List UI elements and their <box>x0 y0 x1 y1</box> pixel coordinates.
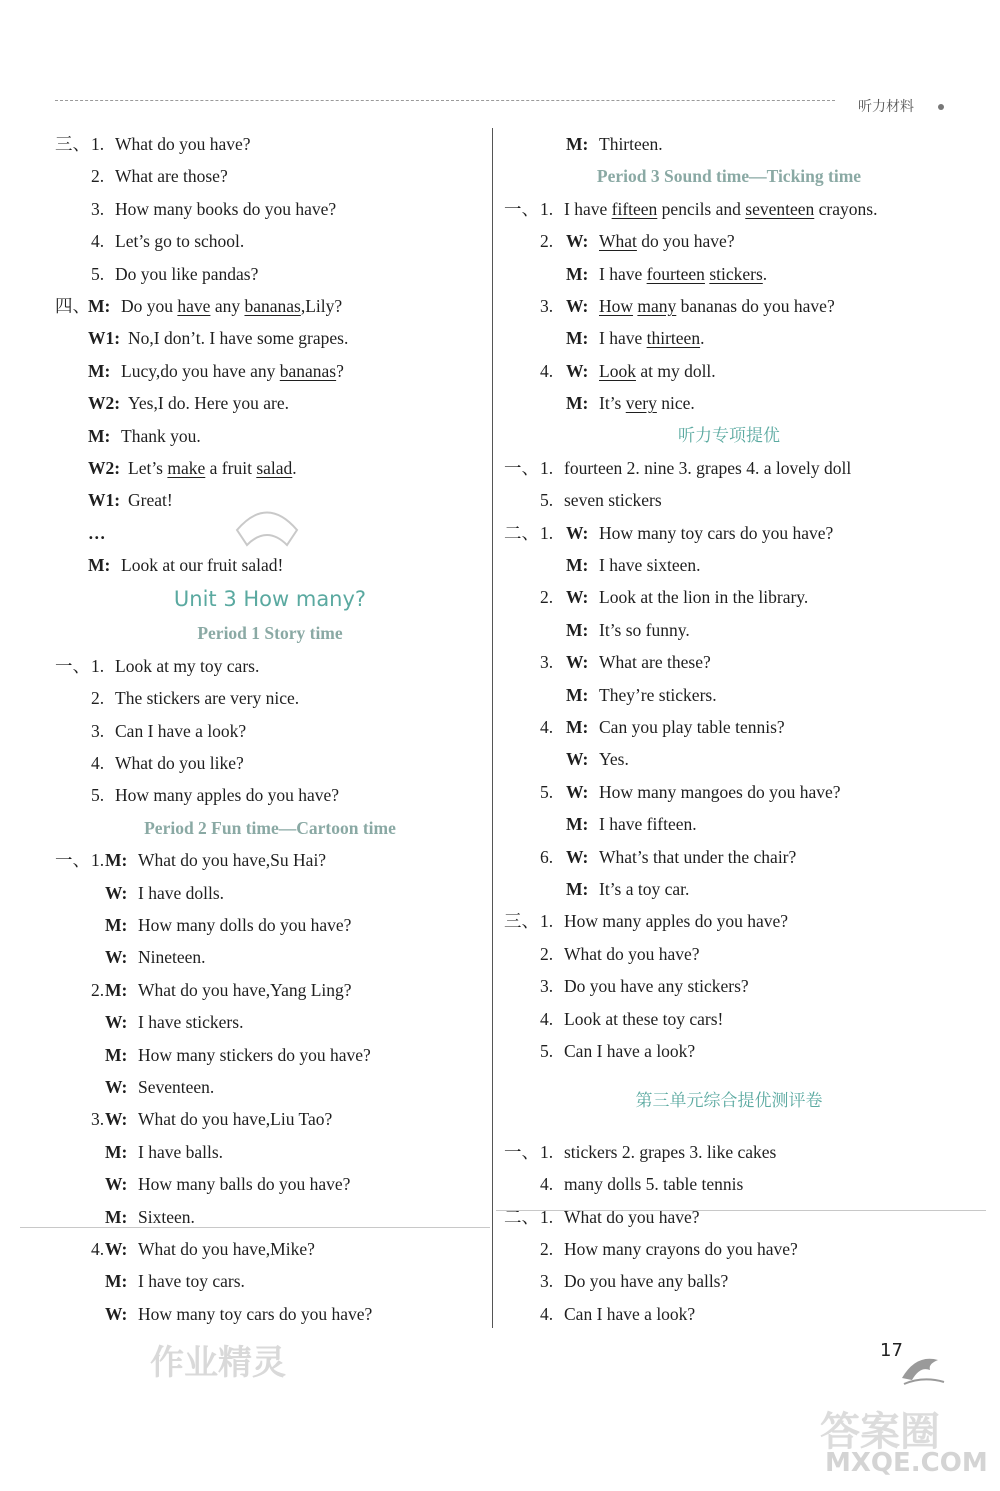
item-number: 4. <box>540 1008 554 1029</box>
speaker: M: <box>566 134 589 154</box>
text-line <box>504 225 954 257</box>
speaker: M: <box>566 393 589 414</box>
text-run: Lucy,do you have any <box>121 360 280 381</box>
item-text: Do you like pandas? <box>115 263 259 284</box>
text-line <box>504 711 954 743</box>
unit-title: Unit 3 How many? <box>173 587 367 612</box>
text-run: Look at our fruit salad! <box>121 555 284 576</box>
period-title: Period 2 Fun time—Cartoon time <box>144 817 396 838</box>
dialogue-text: How many stickers do you have? <box>138 1044 371 1065</box>
text-run: Let’s <box>128 457 168 478</box>
dialogue-text <box>121 355 344 387</box>
speaker: W: <box>566 231 589 252</box>
dialogue-text <box>128 484 173 516</box>
text-run: . <box>292 457 297 478</box>
text-line <box>504 484 954 516</box>
item-number: 3. <box>91 720 105 741</box>
dialogue-text: I have balls. <box>138 1141 224 1162</box>
dialogue-text: I have fifteen. <box>599 814 697 835</box>
text-line <box>504 1298 954 1330</box>
item-number: 1. <box>540 522 554 543</box>
speaker: M: <box>88 425 111 446</box>
dialogue-text: What do you have,Su Hai? <box>138 850 327 871</box>
dialogue-text: Sixteen. <box>138 1206 195 1227</box>
text-line <box>504 938 954 970</box>
item-number: 5. <box>540 781 554 802</box>
text-run: pencils and <box>657 198 746 219</box>
left-column <box>55 128 485 1330</box>
underlined-answer: bananas <box>244 295 301 316</box>
item-text: What do you have? <box>564 1206 700 1227</box>
text-run: Yes,I do. Here you are. <box>128 393 290 414</box>
spacer <box>504 1118 954 1136</box>
speaker: M: <box>566 555 589 576</box>
speaker: W: <box>566 522 589 543</box>
dialogue-text: Can you play table tennis? <box>599 717 785 738</box>
text-run: Do you <box>121 295 178 316</box>
item-text: Can I have a look? <box>564 1040 696 1061</box>
speaker: M: <box>566 717 589 738</box>
dialogue-text: How many mangoes do you have? <box>599 781 841 802</box>
page-number: 17 <box>880 1340 903 1361</box>
text-line <box>504 517 954 549</box>
speaker: W: <box>105 1109 128 1130</box>
text-line <box>55 290 485 322</box>
dialogue-text <box>599 387 695 419</box>
item-number: 4. <box>91 231 105 252</box>
text-line <box>55 650 485 682</box>
section-marker: 三、 <box>55 134 90 154</box>
dialogue-text: How many toy cars do you have? <box>138 1303 373 1324</box>
item-text: How many crayons do you have? <box>564 1238 798 1259</box>
underlined-answer: thirteen <box>646 328 701 349</box>
speaker: M: <box>566 328 589 349</box>
item-number: 4. <box>540 1174 554 1195</box>
text-line <box>55 225 485 257</box>
text-run: I have <box>599 328 647 349</box>
item-number: 5. <box>91 263 105 284</box>
underlined-answer: make <box>167 457 206 478</box>
stamp-watermark-icon <box>232 500 302 555</box>
item-number: 3. <box>91 1109 105 1130</box>
text-line <box>55 877 485 909</box>
text-line <box>55 1201 485 1233</box>
item-text: What are those? <box>115 166 228 187</box>
text-line <box>55 355 485 387</box>
speaker: W: <box>105 1076 128 1097</box>
scan-line-right <box>496 1210 986 1211</box>
underlined-answer: stickers <box>709 263 763 284</box>
item-text: What do you have? <box>115 134 251 154</box>
text-line <box>55 1103 485 1135</box>
item-number: 2. <box>91 166 105 187</box>
text-line <box>504 1136 954 1168</box>
text-line <box>55 128 485 160</box>
speaker: W: <box>105 1012 128 1033</box>
speaker: W: <box>566 295 589 316</box>
item-number: 4. <box>540 360 554 381</box>
header-rule <box>55 100 835 101</box>
text-run: I have <box>599 263 647 284</box>
text-run: . <box>762 263 768 284</box>
speaker: W2: <box>88 457 121 478</box>
underlined-answer: What <box>599 231 637 252</box>
text-run: . <box>700 328 705 349</box>
text-line <box>504 581 954 613</box>
section-marker: 一、 <box>504 1141 539 1162</box>
text-run: ? <box>336 360 344 381</box>
text-line <box>504 1003 954 1035</box>
text-line <box>55 844 485 876</box>
column-divider <box>492 128 493 1328</box>
dialogue-text: Yes. <box>599 749 629 770</box>
dialogue-text <box>599 290 835 322</box>
item-number: 1. <box>540 1206 554 1227</box>
item-text: What do you have? <box>564 943 700 964</box>
section-marker: 二、 <box>504 1206 539 1227</box>
text-run: ,Lily? <box>300 295 343 316</box>
speaker: W: <box>105 947 128 968</box>
underlined-answer: seventeen <box>745 198 815 219</box>
text-line <box>504 355 954 387</box>
dialogue-text: They’re stickers. <box>599 684 717 705</box>
speaker: M: <box>105 1206 128 1227</box>
text-line <box>55 1071 485 1103</box>
text-run: at my doll. <box>635 360 716 381</box>
speaker: W: <box>105 1303 128 1324</box>
text-line <box>504 1201 954 1233</box>
section-marker: 二、 <box>504 522 539 543</box>
item-number: 1. <box>91 134 105 154</box>
dialogue-text: Nineteen. <box>138 947 206 968</box>
text-run: crayons. <box>814 198 878 219</box>
speaker: W1: <box>88 328 121 349</box>
section-marker: 三、 <box>504 911 539 932</box>
item-text: How many books do you have? <box>115 198 337 219</box>
text-run: Thank you. <box>121 425 201 446</box>
text-line <box>504 322 954 354</box>
section-marker: 一、 <box>55 655 90 676</box>
text-line <box>55 715 485 747</box>
item-number: 4. <box>91 753 105 774</box>
text-line <box>504 549 954 581</box>
text-line <box>504 776 954 808</box>
section-marker: 一、 <box>504 198 539 219</box>
text-line <box>55 1298 485 1330</box>
speaker: M: <box>105 1271 128 1292</box>
dialogue-text: I have dolls. <box>138 882 225 903</box>
underlined-answer: have <box>177 295 211 316</box>
corner-watermark-logo: 答案圈 <box>820 1409 940 1455</box>
underlined-answer: salad <box>256 457 293 478</box>
dialogue-text: It’s so funny. <box>599 619 690 640</box>
item-number: 2. <box>91 688 105 709</box>
text-line <box>55 941 485 973</box>
text-run: bananas do you have? <box>676 295 835 316</box>
item-number: 1. <box>540 911 554 932</box>
speaker: W: <box>566 587 589 608</box>
dialogue-text <box>121 420 201 452</box>
item-number: 5. <box>540 1040 554 1061</box>
text-run: nice. <box>656 393 695 414</box>
item-number: 5. <box>540 490 554 511</box>
text-line <box>55 322 485 354</box>
section-marker: 一、 <box>504 457 539 478</box>
dialogue-text: It’s a toy car. <box>599 878 690 899</box>
dialogue-text <box>599 258 767 290</box>
item-number: 4. <box>91 1238 105 1259</box>
dialogue-text: What’s that under the chair? <box>599 846 797 867</box>
text-line <box>504 905 954 937</box>
item-number: 2. <box>540 587 554 608</box>
text-run: I have <box>564 198 612 219</box>
text-line <box>504 1035 954 1067</box>
dialogue-text <box>599 322 704 354</box>
dialogue-text: Seventeen. <box>138 1076 215 1097</box>
item-number: 2. <box>540 1238 554 1259</box>
section-title: 第三单元综合提优测评卷 <box>635 1091 823 1112</box>
dialogue-text <box>128 452 297 484</box>
text-run: Great! <box>128 490 173 511</box>
speaker: M: <box>88 555 111 576</box>
speaker: W: <box>566 652 589 673</box>
text-line <box>55 452 485 484</box>
text-line <box>55 1168 485 1200</box>
item-number: 1. <box>540 198 554 219</box>
item-number: 3. <box>540 652 554 673</box>
text-line <box>504 387 954 419</box>
text-line <box>504 743 954 775</box>
text-run: any <box>210 295 245 316</box>
speaker: W: <box>566 846 589 867</box>
text-line <box>55 160 485 192</box>
text-line <box>55 420 485 452</box>
speaker: W: <box>566 360 589 381</box>
text-line <box>504 1233 954 1265</box>
item-text: many dolls 5. table tennis <box>564 1174 744 1195</box>
dialogue-text: How many balls do you have? <box>138 1174 351 1195</box>
text-line <box>504 452 954 484</box>
spacer <box>504 1067 954 1085</box>
item-number: 1. <box>91 655 105 676</box>
speaker: M: <box>105 850 128 871</box>
speaker: M: <box>105 914 128 935</box>
dialogue-text: I have stickers. <box>138 1012 244 1033</box>
speaker: W: <box>105 1238 128 1259</box>
scan-line-left <box>20 1227 490 1228</box>
dialogue-text: I have sixteen. <box>599 555 701 576</box>
speaker: W2: <box>88 393 121 414</box>
speaker: M: <box>88 295 111 316</box>
right-column <box>504 128 954 1330</box>
speaker: … <box>88 522 106 543</box>
section-title: 听力专项提优 <box>678 425 780 446</box>
underlined-answer: fifteen <box>611 198 658 219</box>
dialogue-text <box>599 225 735 257</box>
item-text: Look at these toy cars! <box>564 1008 724 1029</box>
item-number: 3. <box>540 1271 554 1292</box>
item-number: 1. <box>540 1141 554 1162</box>
dialogue-text <box>121 290 342 322</box>
text-line <box>504 1265 954 1297</box>
item-text: stickers 2. grapes 3. like cakes <box>564 1141 777 1162</box>
text-line <box>55 1233 485 1265</box>
speaker: M: <box>105 1044 128 1065</box>
item-text: The stickers are very nice. <box>115 688 300 709</box>
text-run: a fruit <box>205 457 257 478</box>
underlined-answer: Look <box>599 360 636 381</box>
item-text: Can I have a look? <box>564 1303 696 1324</box>
dialogue-text: What are these? <box>599 652 711 673</box>
item-number: 4. <box>540 1303 554 1324</box>
site-watermark: MXQE.COM <box>825 1448 988 1478</box>
faint-watermark: 作业精灵 <box>150 1343 286 1383</box>
underlined-answer: many <box>637 295 677 316</box>
header-label: 听力材料 <box>858 99 914 115</box>
speaker: M: <box>105 979 128 1000</box>
text-run: No,I don’t. I have some grapes. <box>128 328 349 349</box>
item-text: What do you like? <box>115 753 244 774</box>
dialogue-text <box>128 387 289 419</box>
dialogue-text: Thirteen. <box>599 134 663 154</box>
speaker: M: <box>566 814 589 835</box>
item-number: 5. <box>91 785 105 806</box>
item-text: Do you have any balls? <box>564 1271 729 1292</box>
item-text: How many apples do you have? <box>564 911 789 932</box>
dialogue-text: How many toy cars do you have? <box>599 522 834 543</box>
item-number: 2. <box>91 979 105 1000</box>
period-title: Period 3 Sound time—Ticking time <box>596 166 862 187</box>
text-line <box>55 779 485 811</box>
text-line <box>504 873 954 905</box>
item-number: 1. <box>91 850 105 871</box>
text-line <box>55 909 485 941</box>
underlined-answer: very <box>625 393 657 414</box>
text-line <box>504 841 954 873</box>
section-marker: 四、 <box>55 295 90 316</box>
item-number: 6. <box>540 846 554 867</box>
item-text: Do you have any stickers? <box>564 976 749 997</box>
underlined-answer: fourteen <box>646 263 705 284</box>
text-line <box>504 258 954 290</box>
text-line <box>504 970 954 1002</box>
item-number: 3. <box>540 295 554 316</box>
period-title: Period 1 Story time <box>197 623 343 644</box>
item-text: How many apples do you have? <box>115 785 340 806</box>
text-line <box>504 193 954 225</box>
item-text: Can I have a look? <box>115 720 247 741</box>
text-line <box>504 128 954 160</box>
text-line <box>55 193 485 225</box>
text-line <box>504 614 954 646</box>
header-dot-icon <box>938 104 944 110</box>
item-text: seven stickers <box>564 490 662 511</box>
speaker: W1: <box>88 490 121 511</box>
text-run: do you have? <box>636 231 735 252</box>
item-number: 2. <box>540 943 554 964</box>
item-text: fourteen 2. nine 3. grapes 4. a lovely doll <box>564 457 852 478</box>
speaker: M: <box>566 878 589 899</box>
item-text: Let’s go to school. <box>115 231 245 252</box>
dialogue-text: I have toy cars. <box>138 1271 245 1292</box>
text-line <box>55 747 485 779</box>
section-marker: 一、 <box>55 850 90 871</box>
text-line <box>55 387 485 419</box>
dialogue-text <box>599 355 716 387</box>
speaker: M: <box>566 684 589 705</box>
text-line <box>55 1265 485 1297</box>
item-number: 4. <box>540 717 554 738</box>
text-line <box>55 974 485 1006</box>
text-line <box>55 1006 485 1038</box>
speaker: W: <box>105 882 128 903</box>
text-line <box>504 1168 954 1200</box>
dialogue-text: What do you have,Liu Tao? <box>138 1109 333 1130</box>
speaker: W: <box>105 1174 128 1195</box>
text-line <box>504 808 954 840</box>
item-text <box>564 193 877 225</box>
dialogue-text: What do you have,Yang Ling? <box>138 979 352 1000</box>
speaker: M: <box>88 360 111 381</box>
text-line <box>55 258 485 290</box>
text-line <box>55 1136 485 1168</box>
dialogue-text: What do you have,Mike? <box>138 1238 315 1259</box>
speaker: W: <box>566 749 589 770</box>
speaker: M: <box>566 263 589 284</box>
speaker: W: <box>566 781 589 802</box>
item-number: 1. <box>540 457 554 478</box>
item-number: 2. <box>540 231 554 252</box>
item-number: 3. <box>91 198 105 219</box>
dolphin-logo-icon <box>898 1350 948 1395</box>
text-line <box>504 646 954 678</box>
speaker: M: <box>105 1141 128 1162</box>
text-line <box>504 290 954 322</box>
item-number: 3. <box>540 976 554 997</box>
dialogue-text: How many dolls do you have? <box>138 914 352 935</box>
underlined-answer: How <box>599 295 634 316</box>
dialogue-text: Look at the lion in the library. <box>599 587 809 608</box>
text-line <box>55 682 485 714</box>
text-run: It’s <box>599 393 626 414</box>
text-line <box>55 1039 485 1071</box>
text-line <box>504 679 954 711</box>
underlined-answer: bananas <box>279 360 337 381</box>
item-text: Look at my toy cars. <box>115 655 260 676</box>
dialogue-text <box>128 322 348 354</box>
speaker: M: <box>566 619 589 640</box>
